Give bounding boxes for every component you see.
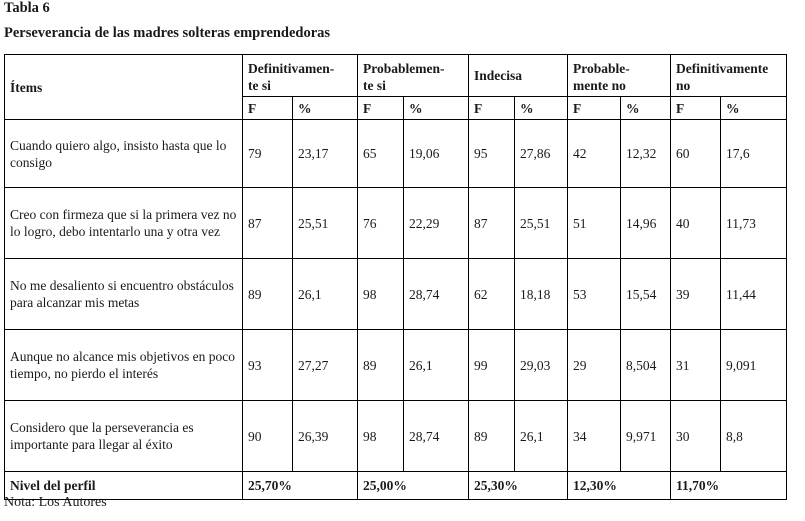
sub-header-f: F <box>469 97 515 120</box>
table-row <box>5 330 787 401</box>
cell: 17,6 <box>721 120 787 188</box>
table-number: Tabla 6 <box>4 0 50 16</box>
cell: 90 <box>243 401 293 472</box>
table-title: Perseverancia de las madres solteras emprendedoras <box>4 25 331 41</box>
group-header: Definitivamen- te si <box>243 55 358 97</box>
cell: 8,8 <box>721 401 787 472</box>
cell: 19,06 <box>404 120 469 188</box>
item-text: No me desaliento si encuentro obstáculos para alcanzar mis metas <box>5 259 243 330</box>
table-note: Nota: Los Autores <box>4 495 107 510</box>
cell: 11,44 <box>721 259 787 330</box>
sub-header-f: F <box>568 97 621 120</box>
cell: 28,74 <box>404 259 469 330</box>
cell: 98 <box>358 401 404 472</box>
profile-level-value: 12,30% <box>568 472 671 500</box>
cell: 98 <box>358 259 404 330</box>
group-header: Definitivamente no <box>671 55 787 97</box>
table-row <box>5 259 787 330</box>
group-header: Indecisa <box>469 55 568 97</box>
group-header: Probable- mente no <box>568 55 671 97</box>
item-text: Aunque no alcance mis objetivos en poco tiempo, no pierdo el interés <box>5 330 243 401</box>
cell: 27,27 <box>293 330 358 401</box>
cell: 14,96 <box>621 188 671 259</box>
cell: 89 <box>469 401 515 472</box>
cell: 39 <box>671 259 721 330</box>
cell: 31 <box>671 330 721 401</box>
cell: 65 <box>358 120 404 188</box>
items-header: Ítems <box>5 55 243 120</box>
cell: 11,73 <box>721 188 787 259</box>
cell: 87 <box>243 188 293 259</box>
table-row <box>5 188 787 259</box>
cell: 40 <box>671 188 721 259</box>
cell: 8,504 <box>621 330 671 401</box>
cell: 23,17 <box>293 120 358 188</box>
cell: 28,74 <box>404 401 469 472</box>
cell: 51 <box>568 188 621 259</box>
cell: 79 <box>243 120 293 188</box>
cell: 89 <box>358 330 404 401</box>
profile-level-value: 25,70% <box>243 472 358 500</box>
cell: 9,091 <box>721 330 787 401</box>
profile-level-value: 25,30% <box>469 472 568 500</box>
cell: 42 <box>568 120 621 188</box>
cell: 26,1 <box>293 259 358 330</box>
cell: 12,32 <box>621 120 671 188</box>
sub-header-f: F <box>671 97 721 120</box>
sub-header-f: F <box>358 97 404 120</box>
profile-level-row <box>5 472 787 500</box>
group-header: Probablemen- te si <box>358 55 469 97</box>
cell: 62 <box>469 259 515 330</box>
profile-level-value: 11,70% <box>671 472 787 500</box>
item-text: Creo con firmeza que si la primera vez no lo logro, debo intentarlo una y otra vez <box>5 188 243 259</box>
cell: 30 <box>671 401 721 472</box>
cell: 25,51 <box>293 188 358 259</box>
cell: 26,39 <box>293 401 358 472</box>
cell: 9,971 <box>621 401 671 472</box>
sub-header-pct: % <box>404 97 469 120</box>
cell: 29 <box>568 330 621 401</box>
profile-level-label: Nivel del perfil <box>5 472 243 500</box>
cell: 34 <box>568 401 621 472</box>
sub-header-f: F <box>243 97 293 120</box>
cell: 27,86 <box>515 120 568 188</box>
sub-header-pct: % <box>621 97 671 120</box>
cell: 29,03 <box>515 330 568 401</box>
sub-header-pct: % <box>721 97 787 120</box>
sub-header-pct: % <box>293 97 358 120</box>
cell: 87 <box>469 188 515 259</box>
profile-level-value: 25,00% <box>358 472 469 500</box>
perseverance-table <box>4 54 787 500</box>
cell: 22,29 <box>404 188 469 259</box>
cell: 53 <box>568 259 621 330</box>
table-row <box>5 401 787 472</box>
cell: 26,1 <box>404 330 469 401</box>
cell: 93 <box>243 330 293 401</box>
cell: 25,51 <box>515 188 568 259</box>
cell: 60 <box>671 120 721 188</box>
table-row <box>5 120 787 188</box>
cell: 89 <box>243 259 293 330</box>
cell: 26,1 <box>515 401 568 472</box>
cell: 18,18 <box>515 259 568 330</box>
cell: 76 <box>358 188 404 259</box>
item-text: Considero que la perseverancia es importante para llegar al éxito <box>5 401 243 472</box>
sub-header-pct: % <box>515 97 568 120</box>
cell: 95 <box>469 120 515 188</box>
cell: 15,54 <box>621 259 671 330</box>
cell: 99 <box>469 330 515 401</box>
item-text: Cuando quiero algo, insisto hasta que lo consigo <box>5 120 243 188</box>
